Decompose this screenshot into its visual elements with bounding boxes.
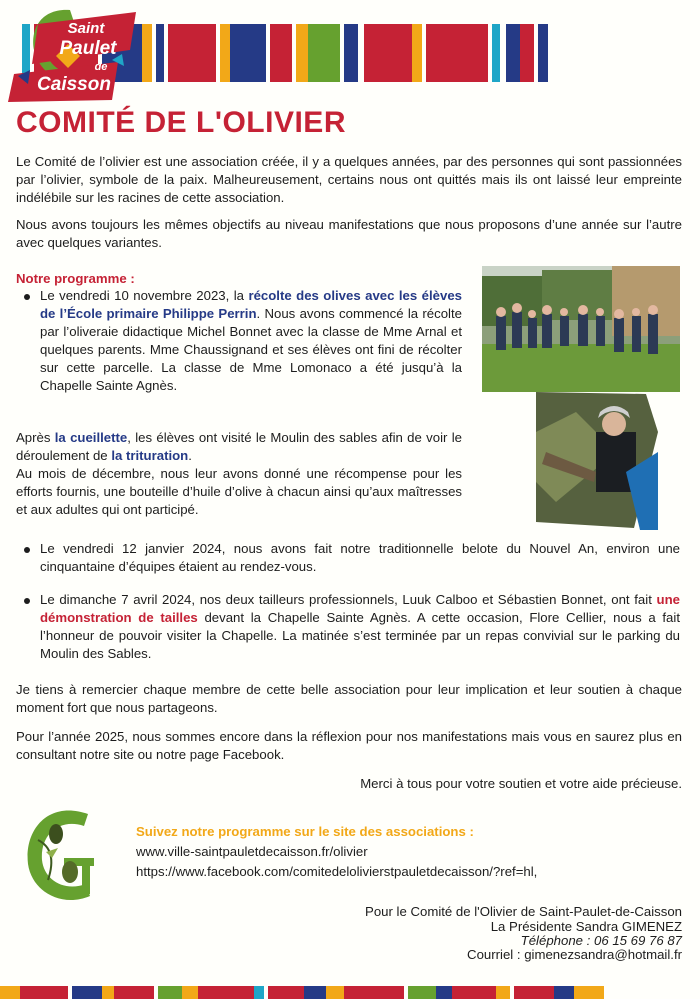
signature-email[interactable]: Courriel : gimenezsandra@hotmail.fr <box>467 947 682 962</box>
stripe-segment <box>182 986 198 999</box>
cueillette-highlight: la cueillette <box>54 430 128 445</box>
bullet <box>24 598 30 604</box>
harvest-text-rest: . Nous avons commencé la récolte par l’oliveraie didactique Michel Bonnet avec la classe de Mme Arnal et quelques parents. Mme Chaussignand et ses élèves ont fini de récolter sur cette parcelle. La classe de Mme Lomonaco a été jusqu’à la Chapelle Sainte Agnès. <box>40 306 462 393</box>
stripe-segment <box>270 24 292 82</box>
pruning-highlight: une démonstration de tailles <box>40 592 680 625</box>
stripe-segment <box>520 24 534 82</box>
programme-item-pruning <box>40 591 680 663</box>
trituration-highlight: la trituration <box>111 448 189 463</box>
programme-item-harvest <box>40 287 462 395</box>
objectives-paragraph: Nous avons toujours les mêmes objectifs au niveau manifestations que nous proposons d’une année sur l’autre avec quelques variantes. <box>16 217 682 250</box>
pruning-text: Le dimanche 7 avril 2024, nos deux tailleurs professionnels, Luuk Calboo et Sébastien Bonnet, ont fait <box>40 592 657 607</box>
olive-tree-harvest-photo <box>536 392 658 530</box>
stripe-segment <box>72 986 102 999</box>
after-text: Après <box>16 430 55 445</box>
after-text-mid: , les élèves ont visité le Moulin des sables afin de voir le déroulement de <box>16 430 462 463</box>
stripe-segment <box>364 24 412 82</box>
stripe-segment <box>496 986 510 999</box>
stripe-segment <box>102 986 114 999</box>
bottom-color-stripes <box>0 986 700 999</box>
stripe-segment <box>408 986 436 999</box>
olive-logo <box>18 800 110 910</box>
stripe-segment <box>114 986 154 999</box>
stripe-segment <box>158 986 182 999</box>
stripe-segment <box>426 24 488 82</box>
stripe-segment <box>506 24 520 82</box>
stripe-segment <box>230 24 266 82</box>
reward-text: Au mois de décembre, nous leur avons donné une récompense pour les efforts fournis, une bouteille d’huile d’olive à chacun ainsi qu’aux maîtresses et aux adultes qui ont participé. <box>16 466 462 517</box>
stripe-segment <box>436 986 452 999</box>
stripe-segment <box>326 986 344 999</box>
stripe-segment <box>220 24 230 82</box>
intro-paragraph: Le Comité de l’olivier est une association créée, il y a quelques années, par des personnes qui sont passionnées par l’olivier, symbole de la paix. Malheureusement, certains nous ont quittés mais ils ont laissé leur empreinte indélébile sur les racines de cette association. <box>16 154 682 205</box>
stripe-segment <box>296 24 308 82</box>
facebook-link[interactable]: https://www.facebook.com/comitedelolivierstpauletdecaisson/?ref=hl, <box>136 864 538 879</box>
harvest-group-photo <box>482 266 680 392</box>
pruning-text-rest: devant la Chapelle Sainte Agnès. A cette occasion, Flore Cellier, nous a fait l’honneur de pouvoir visiter la Chapelle. La matinée s’est terminée par un repas convivial sur le parking du Moulin des Sables. <box>40 610 680 661</box>
harvest-highlight: récolte des olives avec les élèves de l’École primaire Philippe Perrin <box>40 288 462 321</box>
stripe-segment <box>268 986 304 999</box>
programme-heading: Notre programme : <box>16 271 135 286</box>
logo-text-saint: Saint <box>67 20 105 37</box>
after-harvest-paragraph <box>16 429 462 519</box>
merci-line: Merci à tous pour votre soutien et votre aide précieuse. <box>360 776 682 791</box>
stripe-segment <box>308 24 340 82</box>
stripe-segment <box>412 24 422 82</box>
logo-text-caisson: Caisson <box>37 74 111 95</box>
stripe-segment <box>304 986 326 999</box>
stripe-segment <box>254 986 264 999</box>
stripe-segment <box>168 24 216 82</box>
stripe-segment <box>156 24 164 82</box>
stripe-segment <box>538 24 548 82</box>
website-link[interactable]: www.ville-saintpauletdecaisson.fr/olivier <box>136 844 368 859</box>
stripe-segment <box>554 986 574 999</box>
stripe-segment <box>452 986 496 999</box>
signature-phone: Téléphone : 06 15 69 76 87 <box>520 933 682 948</box>
bullet <box>24 294 30 300</box>
after-text-end: . <box>188 448 192 463</box>
bullet <box>24 547 30 553</box>
signature-president: La Présidente Sandra GIMENEZ <box>490 919 682 934</box>
stripe-segment <box>344 24 358 82</box>
stripe-segment <box>0 986 20 999</box>
page-title: COMITÉ DE L'OLIVIER <box>16 106 346 139</box>
stripe-segment <box>344 986 404 999</box>
signature-committee: Pour le Comité de l'Olivier de Saint-Paulet-de-Caisson <box>365 904 682 919</box>
town-logo <box>8 4 146 104</box>
follow-heading: Suivez notre programme sur le site des associations : <box>136 824 474 839</box>
stripe-segment <box>514 986 554 999</box>
stripe-segment <box>492 24 500 82</box>
logo-text-paulet: Paulet <box>59 38 117 59</box>
thanks-paragraph: Je tiens à remercier chaque membre de cette belle association pour leur implication et leur soutien à chaque moment fort que nous partageons. <box>16 682 682 715</box>
harvest-text: Le vendredi 10 novembre 2023, la <box>40 288 249 303</box>
future-paragraph: Pour l’année 2025, nous sommes encore dans la réflexion pour nos manifestations mais vous en saurez plus en consultant notre site ou notre page Facebook. <box>16 729 682 762</box>
logo-text-de: de <box>94 61 108 73</box>
programme-item-belote: Le vendredi 12 janvier 2024, nous avons fait notre traditionnelle belote du Nouvel An, environ une cinquantaine d’équipes étaient au rendez-vous. <box>40 541 680 574</box>
stripe-segment <box>574 986 604 999</box>
stripe-segment <box>198 986 254 999</box>
stripe-segment <box>20 986 68 999</box>
